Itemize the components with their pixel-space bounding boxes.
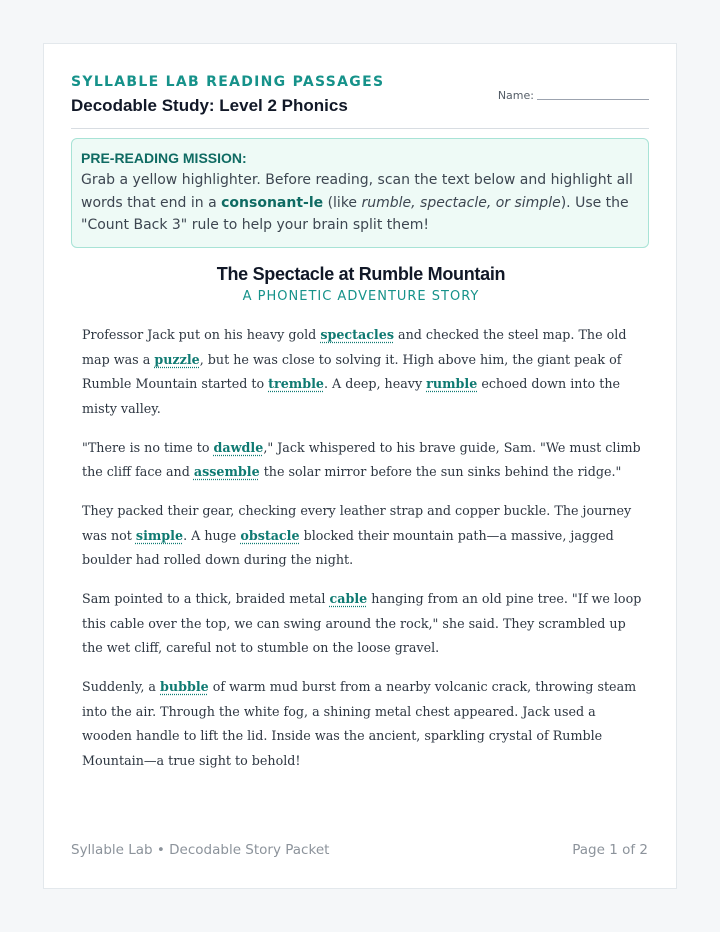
story-text: blocked their mountain path—a massive, jagged boulder had rolled down during the night.	[82, 527, 614, 567]
page-subtitle: Decodable Study: Level 2 Phonics	[71, 96, 348, 115]
consonant-le-word: puzzle	[154, 351, 200, 367]
story-text: Suddenly, a	[82, 679, 160, 694]
pre-reading-mission-box	[71, 138, 649, 248]
story-paragraph	[82, 499, 642, 573]
story-text: . A huge	[183, 527, 241, 543]
consonant-le-word: dawdle	[213, 439, 264, 455]
name-label: Name:	[497, 89, 534, 102]
mission-text-part: (like	[323, 194, 362, 211]
brand-title: SYLLABLE LAB READING PASSAGES	[71, 74, 385, 90]
story-text: , but he was close to solving it. High above him, the giant peak of Rumble Mountain started to	[82, 351, 622, 391]
story-paragraph	[82, 675, 642, 773]
name-field	[498, 89, 649, 102]
story-paragraph	[82, 323, 642, 421]
footer-title: Syllable Lab • Decodable Story Packet	[71, 842, 330, 858]
mission-examples: rumble, spectacle, or simple	[361, 194, 561, 211]
consonant-le-word: obstacle	[240, 527, 300, 543]
consonant-le-word: bubble	[160, 679, 209, 694]
story-text: . A deep, heavy	[323, 376, 427, 391]
story-title: The Spectacle at Rumble Mountain	[216, 264, 506, 284]
story-text: Professor Jack put on his heavy gold	[82, 327, 321, 342]
mission-text-part: Grab a yellow highlighter. Before reading, scan the text below and highlight all words that end in a	[81, 172, 633, 211]
mission-instructions	[81, 169, 639, 237]
story-paragraph	[82, 436, 642, 485]
name-blank-line[interactable]	[537, 99, 649, 100]
story-text: "There is no time to	[82, 439, 214, 455]
page-header	[71, 74, 649, 129]
consonant-le-word: spectacles	[320, 327, 394, 342]
story-text: of warm mud burst from a nearby volcanic crack, throwing steam into the air. Through the white fog, a shining metal chest appeared. Jack used a wooden handle to lift the lid. Inside was the ancient, sparkling crystal of Rumble Mountain—a true sight to behold!	[82, 679, 637, 768]
story-text: Sam pointed to a thick, braided metal	[82, 591, 330, 606]
mission-title: PRE-READING MISSION:	[81, 150, 247, 166]
story-paragraph	[82, 587, 642, 661]
story-text: echoed down into the misty valley.	[82, 376, 621, 416]
consonant-le-word: assemble	[193, 464, 260, 479]
story-text: They packed their gear, checking every leather strap and copper buckle. The journey was not	[82, 503, 632, 543]
consonant-le-word: tremble	[268, 376, 324, 391]
story-text: ," Jack whispered to his brave guide, Sam. "We must climb the cliff face and	[82, 439, 641, 479]
story-body	[82, 323, 642, 788]
story-text: the solar mirror before the sun sinks behind the ridge."	[259, 464, 622, 479]
page-number: Page 1 of 2	[572, 842, 648, 858]
consonant-le-word: simple	[135, 527, 184, 543]
story-text: and checked the steel map. The old map was a	[82, 327, 627, 367]
worksheet-page	[43, 43, 677, 889]
mission-keyword: consonant-le	[221, 194, 324, 211]
consonant-le-word: cable	[329, 591, 368, 606]
story-text: hanging from an old pine tree. "If we loop this cable over the top, we can swing around the rock," she said. They scrambled up the wet cliff, careful not to stumble on the loose gravel.	[82, 591, 642, 655]
consonant-le-word: rumble	[426, 376, 478, 391]
story-subtitle: A PHONETIC ADVENTURE STORY	[242, 289, 480, 304]
mission-text-part: ). Use the "Count Back 3" rule to help your brain split them!	[81, 194, 629, 233]
